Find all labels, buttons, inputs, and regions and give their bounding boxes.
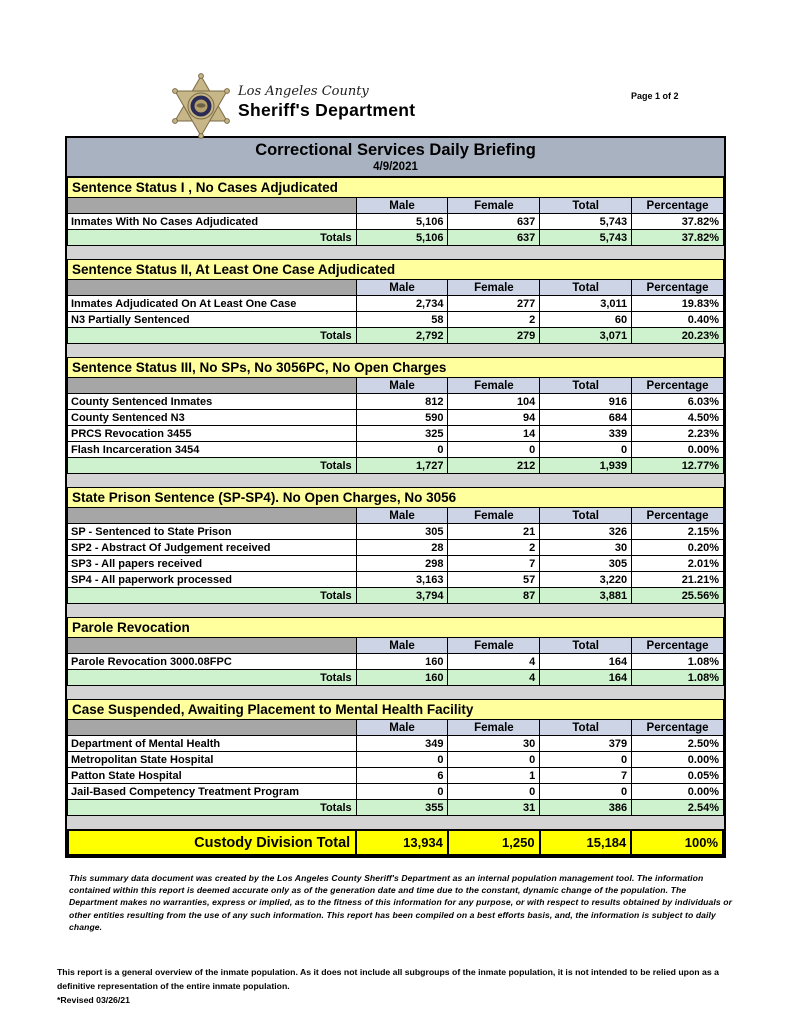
custody-total-row xyxy=(68,830,723,855)
totals-value: 4 xyxy=(448,670,540,686)
totals-label: Totals xyxy=(68,458,357,474)
column-header: Percentage xyxy=(632,638,724,654)
column-header: Total xyxy=(540,720,632,736)
custody-total-total: 15,184 xyxy=(540,830,632,855)
cell-value: 2 xyxy=(448,540,540,556)
column-header: Total xyxy=(540,280,632,296)
column-header-blank xyxy=(68,720,357,736)
totals-value: 212 xyxy=(448,458,540,474)
cell-value: 2.23% xyxy=(632,426,724,442)
totals-value: 31 xyxy=(448,800,540,816)
revision-note: *Revised 03/26/21 xyxy=(57,994,130,1005)
totals-value: 12.77% xyxy=(632,458,724,474)
cell-value: 3,011 xyxy=(540,296,632,312)
row-label: Inmates Adjudicated On At Least One Case xyxy=(68,296,357,312)
totals-value: 1.08% xyxy=(632,670,724,686)
table-row xyxy=(68,410,724,426)
column-header: Female xyxy=(448,198,540,214)
cell-value: 298 xyxy=(356,556,448,572)
totals-label: Totals xyxy=(68,670,357,686)
section-table xyxy=(67,699,724,816)
column-header: Total xyxy=(540,638,632,654)
table-row xyxy=(68,442,724,458)
cell-value: 28 xyxy=(356,540,448,556)
table-row xyxy=(68,784,724,800)
page-number: Page 1 of 2 xyxy=(631,91,679,101)
cell-value: 0.05% xyxy=(632,768,724,784)
section-spacer xyxy=(67,344,724,357)
cell-value: 57 xyxy=(448,572,540,588)
totals-row xyxy=(68,800,724,816)
cell-value: 812 xyxy=(356,394,448,410)
cell-value: 19.83% xyxy=(632,296,724,312)
table-row xyxy=(68,768,724,784)
cell-value: 0.20% xyxy=(632,540,724,556)
column-header: Female xyxy=(448,720,540,736)
cell-value: 326 xyxy=(540,524,632,540)
cell-value: 58 xyxy=(356,312,448,328)
cell-value: 7 xyxy=(540,768,632,784)
cell-value: 379 xyxy=(540,736,632,752)
section-spacer xyxy=(67,816,724,829)
table-row xyxy=(68,556,724,572)
totals-value: 1,727 xyxy=(356,458,448,474)
section-table xyxy=(67,177,724,246)
cell-value: 4.50% xyxy=(632,410,724,426)
column-header-blank xyxy=(68,280,357,296)
totals-value: 2,792 xyxy=(356,328,448,344)
briefing-box xyxy=(65,136,726,858)
totals-value: 2.54% xyxy=(632,800,724,816)
cell-value: 0 xyxy=(540,752,632,768)
column-header: Male xyxy=(356,378,448,394)
totals-value: 637 xyxy=(448,230,540,246)
section-title: Sentence Status III, No SPs, No 3056PC, No Open Charges xyxy=(68,358,724,378)
cell-value: 0 xyxy=(448,752,540,768)
totals-row xyxy=(68,328,724,344)
cell-value: 0.40% xyxy=(632,312,724,328)
report-date: 4/9/2021 xyxy=(373,161,418,173)
column-header: Male xyxy=(356,280,448,296)
county-label: Los Angeles County xyxy=(238,84,369,99)
cell-value: 0.00% xyxy=(632,442,724,458)
totals-value: 355 xyxy=(356,800,448,816)
cell-value: 305 xyxy=(356,524,448,540)
row-label: Jail-Based Competency Treatment Program xyxy=(68,784,357,800)
row-label: Parole Revocation 3000.08FPC xyxy=(68,654,357,670)
column-header: Total xyxy=(540,378,632,394)
table-row xyxy=(68,736,724,752)
row-label: SP3 - All papers received xyxy=(68,556,357,572)
section-title: Sentence Status II, At Least One Case Adjudicated xyxy=(68,260,724,280)
cell-value: 0 xyxy=(540,784,632,800)
section-title: Parole Revocation xyxy=(68,618,724,638)
cell-value: 6 xyxy=(356,768,448,784)
cell-value: 60 xyxy=(540,312,632,328)
row-label: SP2 - Abstract Of Judgement received xyxy=(68,540,357,556)
cell-value: 590 xyxy=(356,410,448,426)
section-title: State Prison Sentence (SP-SP4). No Open Charges, No 3056 xyxy=(68,488,724,508)
totals-row xyxy=(68,670,724,686)
totals-value: 279 xyxy=(448,328,540,344)
row-label: PRCS Revocation 3455 xyxy=(68,426,357,442)
row-label: Patton State Hospital xyxy=(68,768,357,784)
totals-value: 160 xyxy=(356,670,448,686)
totals-value: 37.82% xyxy=(632,230,724,246)
section-table xyxy=(67,617,724,686)
table-row xyxy=(68,540,724,556)
department-label: Sheriff's Department xyxy=(238,100,416,120)
cell-value: 339 xyxy=(540,426,632,442)
table-row xyxy=(68,572,724,588)
table-row xyxy=(68,296,724,312)
row-label: Metropolitan State Hospital xyxy=(68,752,357,768)
section-spacer xyxy=(67,474,724,487)
cell-value: 7 xyxy=(448,556,540,572)
cell-value: 1.08% xyxy=(632,654,724,670)
row-label: N3 Partially Sentenced xyxy=(68,312,357,328)
totals-label: Totals xyxy=(68,800,357,816)
row-label: Inmates With No Cases Adjudicated xyxy=(68,214,357,230)
cell-value: 94 xyxy=(448,410,540,426)
cell-value: 349 xyxy=(356,736,448,752)
table-row xyxy=(68,214,724,230)
cell-value: 1 xyxy=(448,768,540,784)
totals-value: 1,939 xyxy=(540,458,632,474)
cell-value: 0 xyxy=(356,784,448,800)
column-header-blank xyxy=(68,198,357,214)
column-header: Male xyxy=(356,638,448,654)
cell-value: 30 xyxy=(540,540,632,556)
row-label: SP - Sentenced to State Prison xyxy=(68,524,357,540)
totals-row xyxy=(68,588,724,604)
column-header: Percentage xyxy=(632,198,724,214)
cell-value: 37.82% xyxy=(632,214,724,230)
totals-value: 3,881 xyxy=(540,588,632,604)
cell-value: 0.00% xyxy=(632,784,724,800)
cell-value: 14 xyxy=(448,426,540,442)
cell-value: 4 xyxy=(448,654,540,670)
totals-value: 3,071 xyxy=(540,328,632,344)
section-table xyxy=(67,259,724,344)
column-header: Female xyxy=(448,378,540,394)
cell-value: 164 xyxy=(540,654,632,670)
column-header: Male xyxy=(356,508,448,524)
row-label: County Sentenced Inmates xyxy=(68,394,357,410)
column-header: Male xyxy=(356,720,448,736)
column-header: Percentage xyxy=(632,720,724,736)
custody-total-table xyxy=(67,829,724,856)
cell-value: 637 xyxy=(448,214,540,230)
sections-host xyxy=(67,177,724,829)
section-spacer xyxy=(67,686,724,699)
section-title: Sentence Status I , No Cases Adjudicated xyxy=(68,178,724,198)
column-header: Female xyxy=(448,508,540,524)
agency-name xyxy=(238,84,415,121)
cell-value: 684 xyxy=(540,410,632,426)
footnote-text: This report is a general overview of the inmate population. As it does not include all subgroups of the inmate population, it is not intended to be relied upon as a definitive representation of the entire inmate population. xyxy=(57,967,719,991)
cell-value: 0 xyxy=(356,442,448,458)
column-header: Total xyxy=(540,508,632,524)
cell-value: 104 xyxy=(448,394,540,410)
section-spacer xyxy=(67,246,724,259)
table-row xyxy=(68,312,724,328)
row-label: Flash Incarceration 3454 xyxy=(68,442,357,458)
totals-label: Totals xyxy=(68,328,357,344)
totals-value: 164 xyxy=(540,670,632,686)
totals-label: Totals xyxy=(68,588,357,604)
column-header: Percentage xyxy=(632,280,724,296)
cell-value: 2.50% xyxy=(632,736,724,752)
table-row xyxy=(68,654,724,670)
column-header-blank xyxy=(68,508,357,524)
row-label: County Sentenced N3 xyxy=(68,410,357,426)
cell-value: 325 xyxy=(356,426,448,442)
totals-value: 5,743 xyxy=(540,230,632,246)
sheriff-badge-icon xyxy=(169,72,233,147)
section-spacer xyxy=(67,604,724,617)
cell-value: 2 xyxy=(448,312,540,328)
section-table xyxy=(67,357,724,474)
disclaimer-text: This summary data document was created by the Los Angeles County Sheriff's Department as an internal population management tool. The information contained within this report is deemed accurate only as of the generation date and time due to the constant, dynamic change of the population. The Department makes no warranties, express or implied, as to the fitness of this information for any purpose, or with respect to results obtained by individuals or other entities resulting from the use of any such information. This report has been compiled on a best efforts basis, and, the information is subject to daily change. xyxy=(69,873,733,932)
column-header: Percentage xyxy=(632,378,724,394)
table-row xyxy=(68,752,724,768)
column-header: Male xyxy=(356,198,448,214)
report-title: Correctional Services Daily Briefing xyxy=(255,141,536,159)
cell-value: 30 xyxy=(448,736,540,752)
cell-value: 5,106 xyxy=(356,214,448,230)
cell-value: 3,163 xyxy=(356,572,448,588)
cell-value: 2.01% xyxy=(632,556,724,572)
cell-value: 5,743 xyxy=(540,214,632,230)
cell-value: 0 xyxy=(448,784,540,800)
column-header-blank xyxy=(68,638,357,654)
section-title: Case Suspended, Awaiting Placement to Mental Health Facility xyxy=(68,700,724,720)
totals-value: 25.56% xyxy=(632,588,724,604)
totals-value: 3,794 xyxy=(356,588,448,604)
totals-value: 87 xyxy=(448,588,540,604)
totals-label: Totals xyxy=(68,230,357,246)
cell-value: 21 xyxy=(448,524,540,540)
table-row xyxy=(68,524,724,540)
custody-total-label: Custody Division Total xyxy=(68,830,356,855)
custody-total-female: 1,250 xyxy=(448,830,540,855)
column-header: Percentage xyxy=(632,508,724,524)
cell-value: 916 xyxy=(540,394,632,410)
column-header: Female xyxy=(448,280,540,296)
totals-row xyxy=(68,458,724,474)
totals-value: 386 xyxy=(540,800,632,816)
cell-value: 21.21% xyxy=(632,572,724,588)
cell-value: 0.00% xyxy=(632,752,724,768)
row-label: SP4 - All paperwork processed xyxy=(68,572,357,588)
table-row xyxy=(68,394,724,410)
cell-value: 2.15% xyxy=(632,524,724,540)
cell-value: 0 xyxy=(540,442,632,458)
custody-total-male: 13,934 xyxy=(356,830,448,855)
column-header-blank xyxy=(68,378,357,394)
row-label: Department of Mental Health xyxy=(68,736,357,752)
cell-value: 6.03% xyxy=(632,394,724,410)
totals-value: 20.23% xyxy=(632,328,724,344)
column-header: Total xyxy=(540,198,632,214)
cell-value: 160 xyxy=(356,654,448,670)
column-header: Female xyxy=(448,638,540,654)
cell-value: 277 xyxy=(448,296,540,312)
table-row xyxy=(68,426,724,442)
cell-value: 0 xyxy=(448,442,540,458)
section-table xyxy=(67,487,724,604)
totals-row xyxy=(68,230,724,246)
totals-value: 5,106 xyxy=(356,230,448,246)
cell-value: 0 xyxy=(356,752,448,768)
cell-value: 2,734 xyxy=(356,296,448,312)
title-bar xyxy=(67,138,724,177)
cell-value: 305 xyxy=(540,556,632,572)
custody-total-percentage: 100% xyxy=(631,830,723,855)
cell-value: 3,220 xyxy=(540,572,632,588)
letterhead xyxy=(0,0,791,136)
